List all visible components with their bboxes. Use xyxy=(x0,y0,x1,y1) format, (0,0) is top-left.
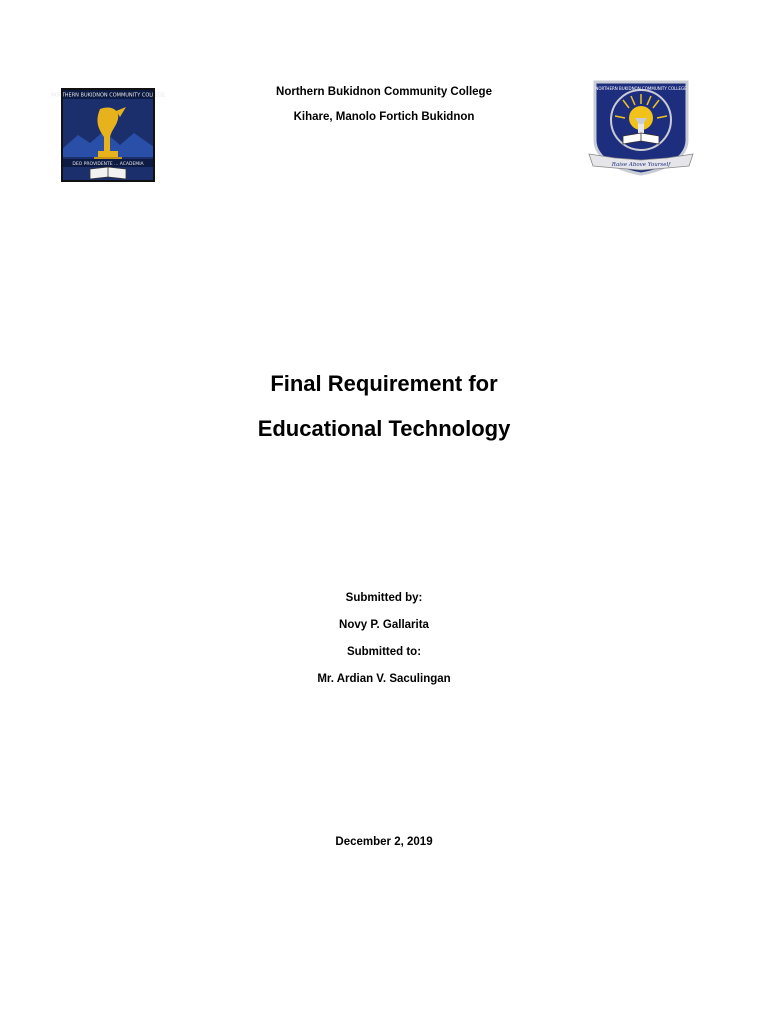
submitted-to-label: Submitted to: xyxy=(346,646,422,658)
college-shield-seal-icon xyxy=(50,87,166,183)
submitted-by-name: Novy P. Gallarita xyxy=(339,619,429,631)
document-title-line-1: Final Requirement for xyxy=(270,371,498,396)
seal-motto-ribbon: Raise Above Yourself xyxy=(611,162,671,168)
college-address: Kihare, Manolo Fortich Bukidnon xyxy=(293,111,475,123)
seal-motto-banner: DEO PROVIDENTE ... ACADEMIA xyxy=(72,162,144,167)
submitted-by-label: Submitted by: xyxy=(345,592,423,604)
submission-date: December 2, 2019 xyxy=(335,836,433,848)
seal-ring-text: NORTHERN BUKIDNON COMMUNITY COLLEGE xyxy=(595,86,687,91)
submitted-to-name: Mr. Ardian V. Saculingan xyxy=(317,673,451,685)
document-title-line-2: Educational Technology xyxy=(257,416,511,441)
seal-top-banner: NORTHERN BUKIDNON COMMUNITY COLLEGE xyxy=(50,92,166,99)
college-name: Northern Bukidnon Community College xyxy=(276,86,492,98)
